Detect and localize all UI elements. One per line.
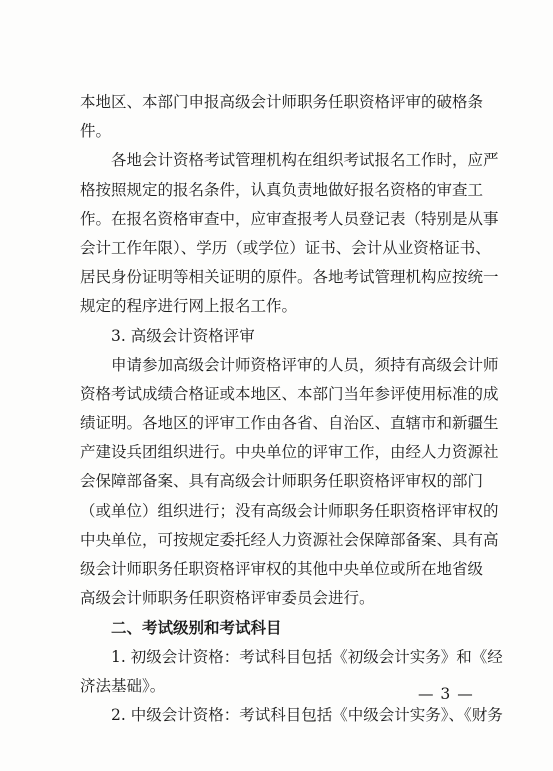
text-line: 产建设兵团组织进行。中央单位的评审工作，由经人力资源社 — [80, 443, 499, 462]
text-line: 资格考试成绩合格证或本地区、本部门当年参评使用标准的成 — [80, 384, 499, 403]
text-line: 作。在报名资格审查中，应审查报考人员登记表（特别是从事 — [80, 209, 499, 228]
text-line: 2. 中级会计资格：考试科目包括《中级会计实务》、《财务 — [111, 705, 503, 724]
text-line: （或单位）组织进行；没有高级会计师职务任职资格评审权的 — [80, 501, 499, 520]
text-line: 会保障部备案、具有高级会计师职务任职资格评审权的部门 — [80, 472, 484, 491]
text-line: 各地会计资格考试管理机构在组织考试报名工作时，应严 — [111, 151, 499, 170]
text-line: 申请参加高级会计师资格评审的人员，须持有高级会计师 — [111, 355, 499, 374]
document-body — [80, 88, 503, 730]
text-line: 件。 — [80, 122, 112, 141]
text-line: 中央单位，可按规定委托经人力资源社会保障部备案、具有高 — [80, 530, 499, 549]
text-line: 绩证明。各地区的评审工作由各省、自治区、直辖市和新疆生 — [80, 414, 499, 433]
text-line: 本地区、本部门申报高级会计师职务任职资格评审的破格条 — [80, 93, 484, 111]
section-subheading: 3. 高级会计资格评审 — [111, 326, 255, 345]
text-line: 济法基础》。 — [80, 676, 166, 695]
section-heading: 二、考试级别和考试科目 — [111, 618, 282, 638]
text-line: 1. 初级会计资格：考试科目包括《初级会计实务》和《经 — [111, 647, 503, 666]
text-line: 规定的程序进行网上报名工作。 — [80, 297, 298, 316]
text-line: 居民身份证明等相关证明的原件。各地考试管理机构应按统一 — [80, 268, 499, 287]
text-line: 高级会计师职务任职资格评审委员会进行。 — [80, 589, 375, 608]
text-line: 会计工作年限）、学历（或学位）证书、会计从业资格证书、 — [80, 238, 491, 257]
page-number: — 3 — — [418, 685, 474, 703]
text-line: 级会计师职务任职资格评审权的其他中央单位或所在地省级 — [80, 560, 484, 578]
text-line: 格按照规定的报名条件，认真负责地做好报名资格的审查工 — [80, 180, 484, 199]
